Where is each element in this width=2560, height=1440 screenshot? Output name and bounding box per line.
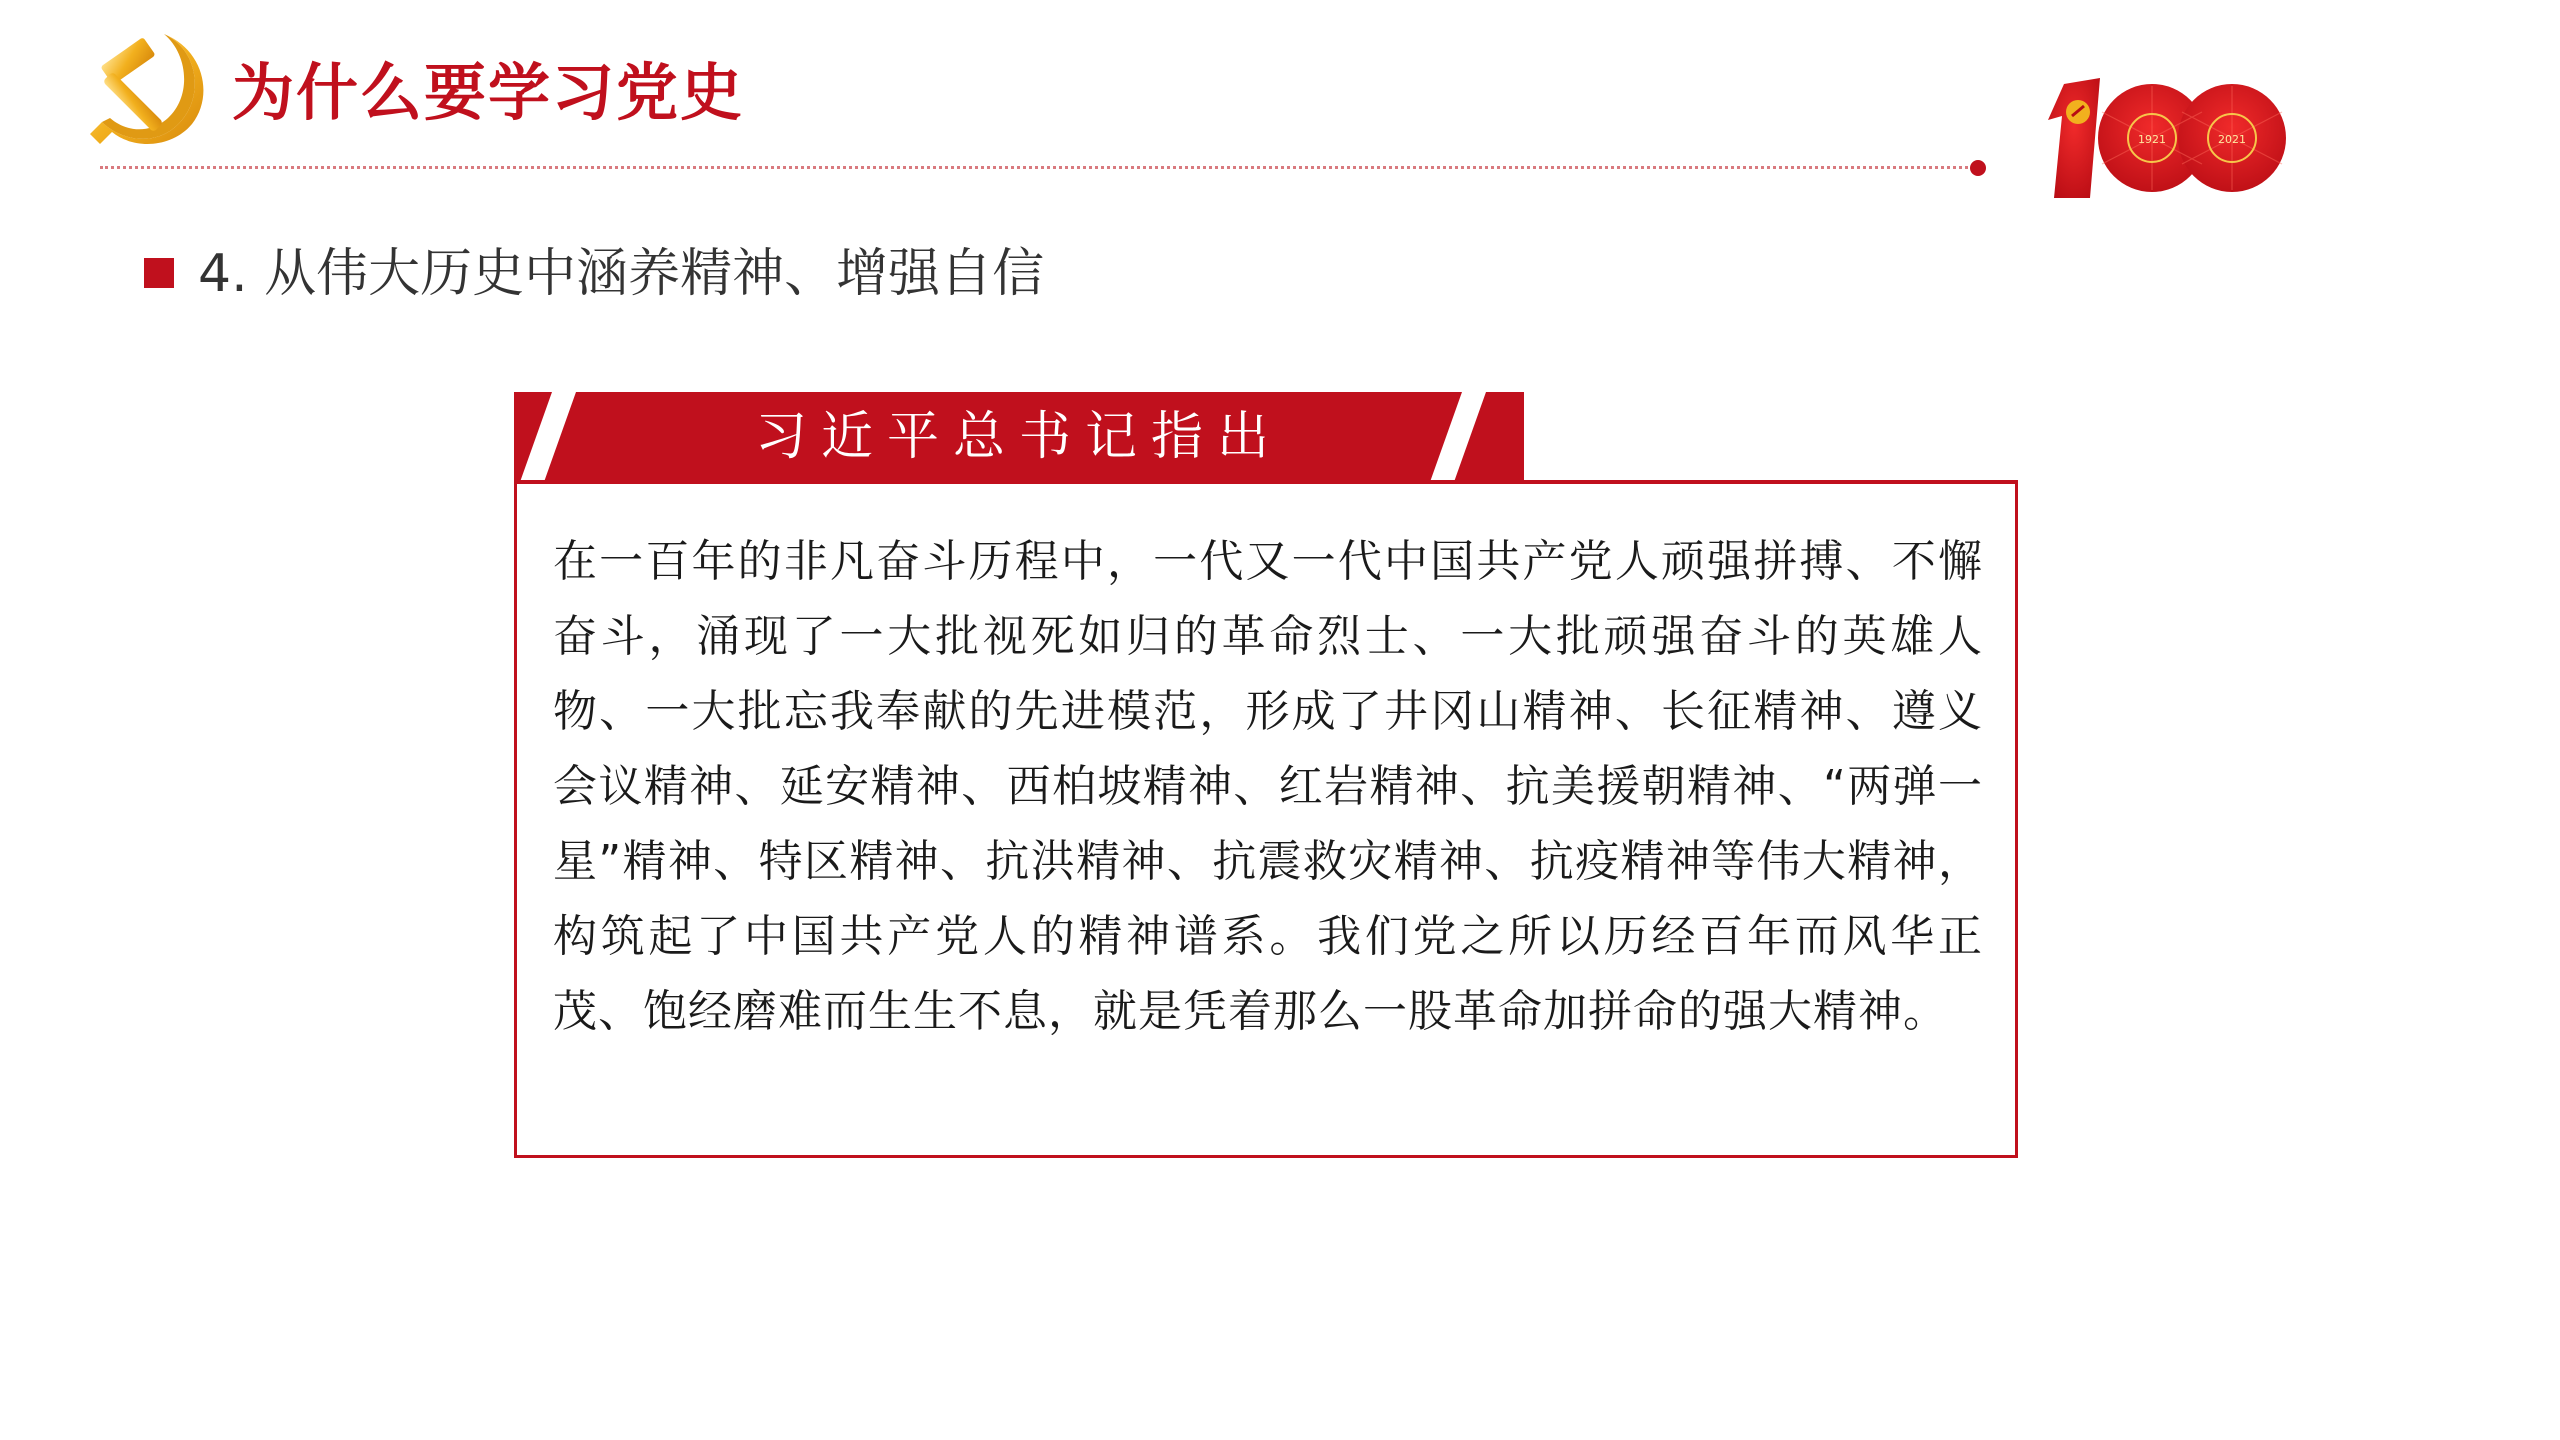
header-divider — [100, 166, 1980, 169]
centenary-100-logo — [2042, 72, 2292, 204]
hammer-sickle-icon — [80, 20, 212, 152]
quote-banner-title: 习近平总书记指出 — [754, 407, 1283, 467]
section-bullet — [144, 258, 174, 288]
section-heading: 4. 从伟大历史中涵养精神、增强自信 — [198, 244, 1045, 304]
logo-year-end: 2021 — [2218, 133, 2246, 146]
logo-year-start: 1921 — [2138, 133, 2166, 146]
divider-dot — [1970, 160, 1986, 176]
page-title: 为什么要学习党史 — [232, 56, 745, 129]
quote-box — [514, 480, 2018, 1158]
quote-body: 在一百年的非凡奋斗历程中，一代又一代中国共产党人顽强拼搏、不懈奋斗，涌现了一大批视死如归的革命烈士、一大批顽强奋斗的英雄人物、一大批忘我奉献的先进模范，形成了井冈山精神、长征精神、遵义会议精神、延安精神、西柏坡精神、红岩精神、抗美援朝精神、“两弹一星”精神、特区精神、抗洪精神、抗震救灾精神、抗疫精神等伟大精神，构筑起了中国共产党人的精神谱系。我们党之所以历经百年而风华正茂、饱经磨难而生生不息，就是凭着那么一股革命加拼命的强大精神。 — [553, 536, 1983, 1037]
